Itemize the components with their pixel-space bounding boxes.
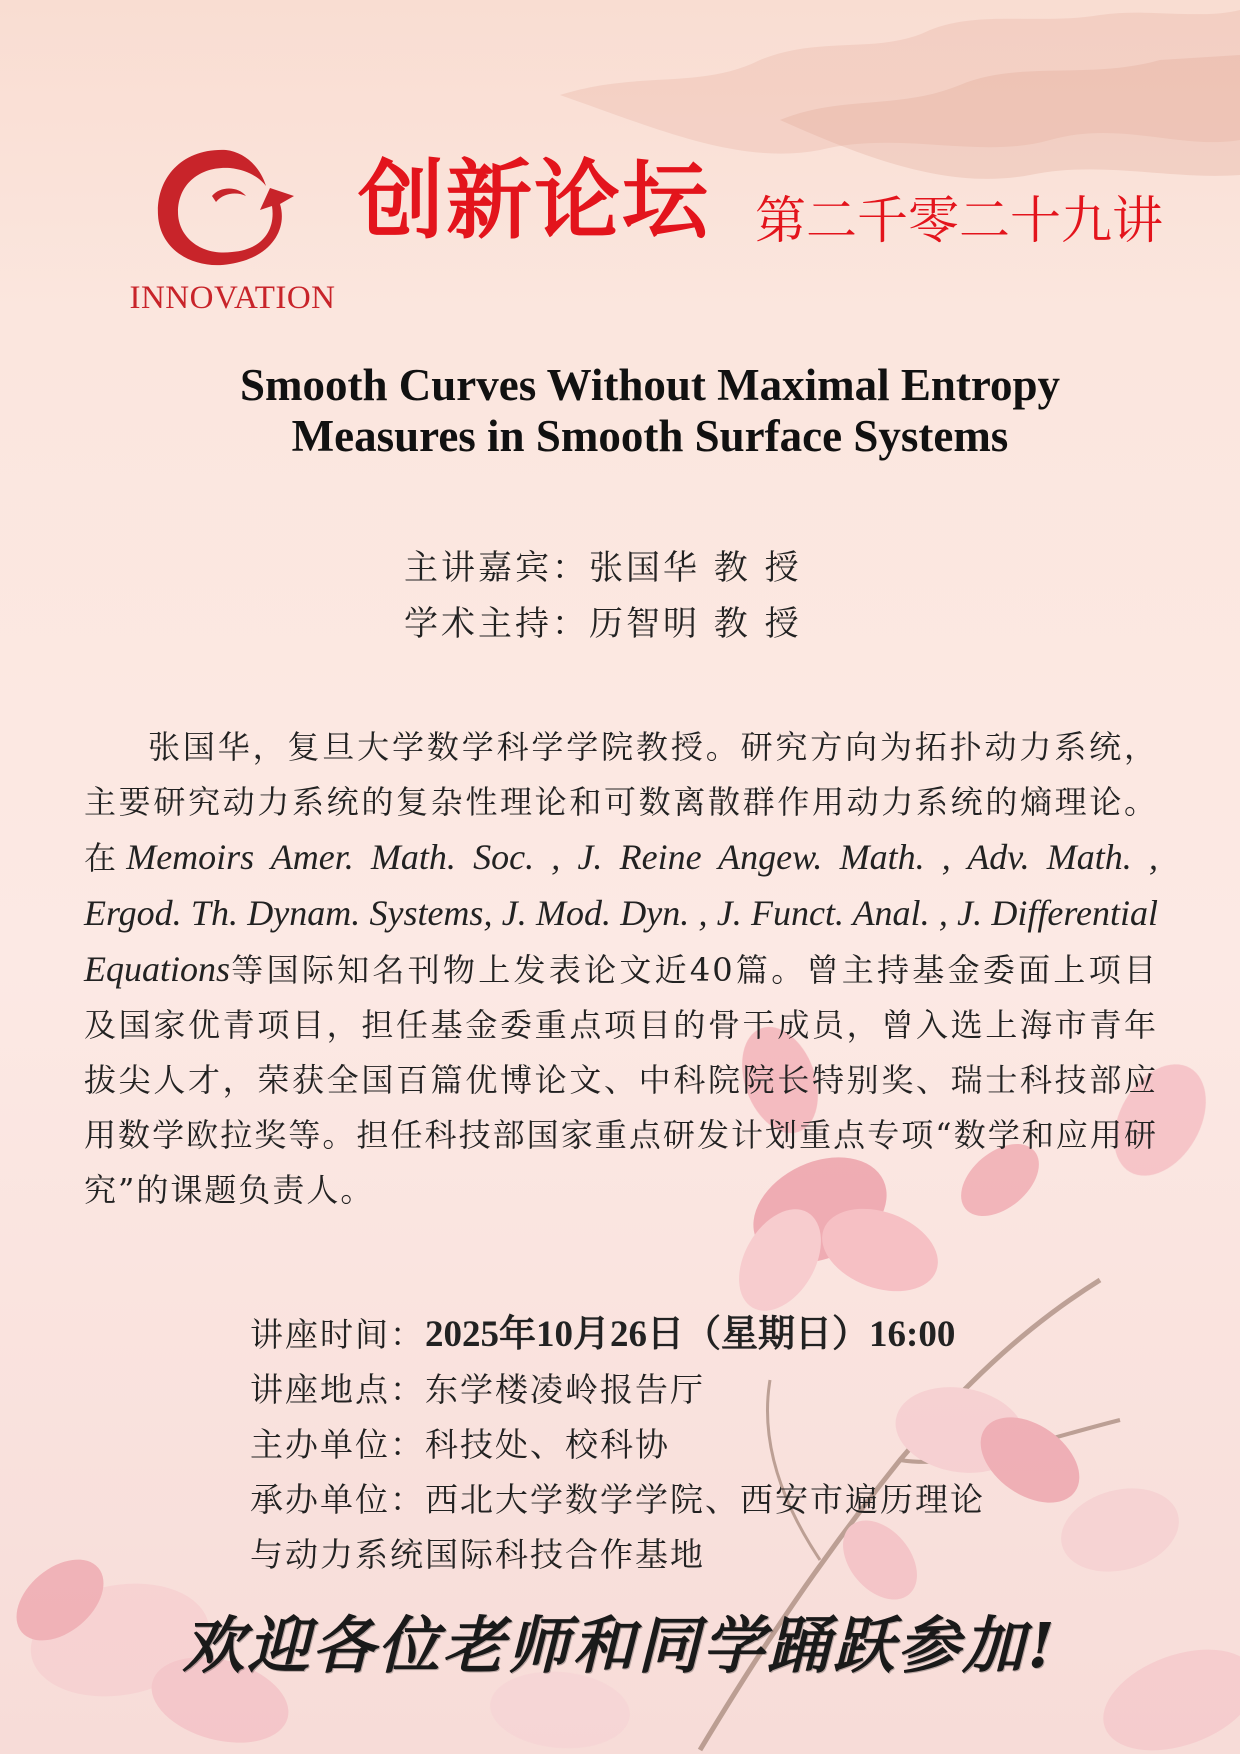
talk-title-line1: Smooth Curves Without Maximal Entropy: [239, 360, 1061, 410]
talk-title: [120, 360, 1180, 462]
forum-title: 创新论坛: [358, 151, 710, 251]
place-line: 讲座地点：东学楼凌岭报告厅: [250, 1370, 705, 1409]
welcome-slogan: 欢迎各位老师和同学踊跃参加!: [182, 1609, 1058, 1682]
time-label: 讲座时间：: [250, 1315, 425, 1354]
time-value: 2025年10月26日（星期日）16:00: [425, 1314, 956, 1355]
speaker-bio: [84, 720, 1158, 1218]
talk-title-line2: Measures in Smooth Surface Systems: [291, 411, 1009, 461]
bio-part1: 张国华，复旦大学数学科学学院教授。研究方向为拓扑动力系统，主要研究动力系统的复杂性理论和可数离散群作用动力系统的熵理论。 在: [84, 728, 1158, 877]
innovation-logo: [120, 140, 345, 320]
organizer-line: 主办单位：科技处、校科协: [250, 1425, 670, 1464]
logo-text: INNOVATION: [129, 280, 336, 316]
moderator-line: 学术主持：历智明 教 授: [404, 604, 802, 644]
hosts-block: [404, 540, 802, 652]
innovation-swirl-icon: [120, 140, 345, 280]
host-org-line2: 与动力系统国际科技合作基地: [250, 1535, 705, 1574]
host-org-line1: 承办单位：西北大学数学学院、西安市遍历理论: [250, 1480, 985, 1519]
speaker-line: 主讲嘉宾：张国华 教 授: [404, 548, 802, 588]
time-line: [250, 1307, 985, 1362]
lecture-details: [250, 1307, 985, 1582]
lecture-number: 第二千零二十九讲: [755, 192, 1164, 251]
bio-journals: Memoirs Amer. Math. Soc. , J. Reine Angew. Math. , Adv. Math. , Ergod. Th. Dynam. Systems, J. Mod. Dyn. , J. Funct. Anal. , J. Differential Equations: [84, 837, 1158, 989]
bio-part2: 等国际知名刊物上发表论文近40篇。曾主持基金委面上项目及国家优青项目，担任基金委重点项目的骨干成员，曾入选上海市青年拔尖人才，荣获全国百篇优博论文、中科院院长特别奖、瑞士科技部应用数学欧拉奖等。担任科技部国家重点研发计划重点专项“数学和应用研究”的课题负责人。: [84, 951, 1158, 1209]
